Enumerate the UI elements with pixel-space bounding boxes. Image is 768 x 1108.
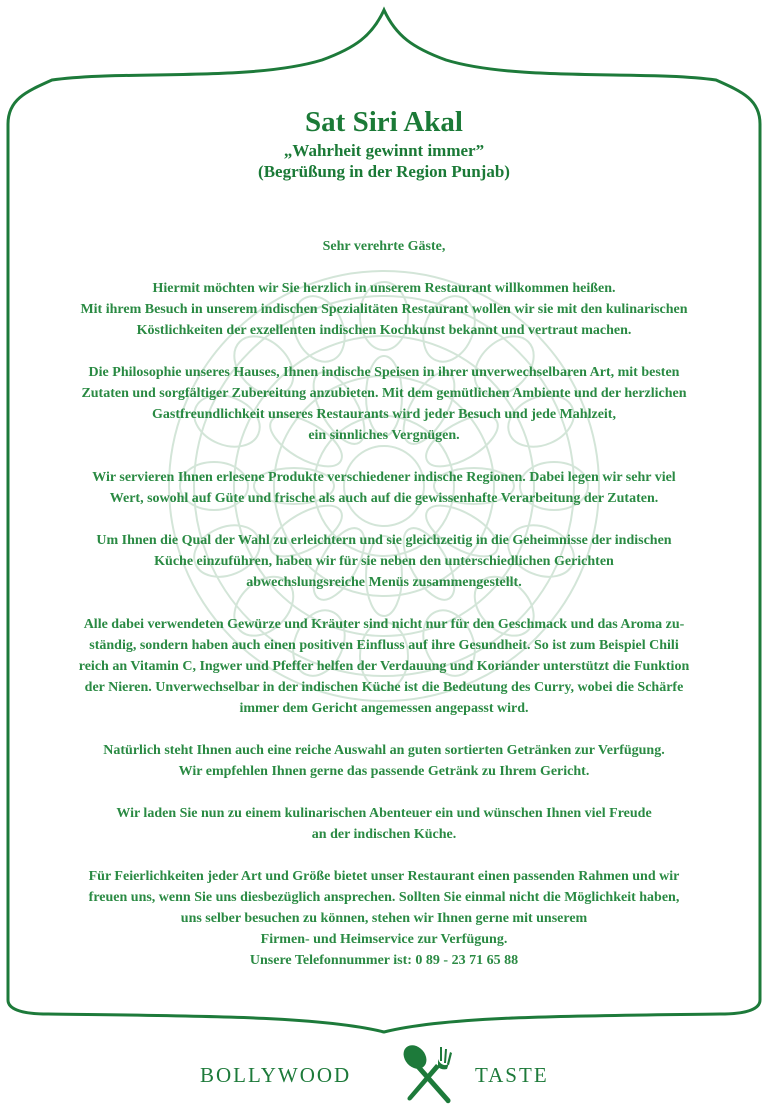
- text-line: abwechslungsreiche Menüs zusammengestellt.: [246, 575, 522, 590]
- text-line: Natürlich steht Ihnen auch eine reiche Auswahl an guten sortierten Getränken zur Verfügung.: [103, 743, 665, 758]
- text-line: Hiermit möchten wir Sie herzlich in unserem Restaurant willkommen heißen.: [152, 281, 616, 296]
- subtitle-note: (Begrüßung in der Region Punjab): [258, 162, 510, 181]
- page-title: Sat Siri Akal: [305, 106, 463, 138]
- text-line: Die Philosophie unseres Hauses, Ihnen indische Speisen in ihrer unverwechselbaren Art, mit besten: [88, 365, 680, 380]
- text-line: Wir laden Sie nun zu einem kulinarischen Abenteuer ein und wünschen Ihnen viel Freude: [116, 806, 652, 821]
- text-line: der Nieren. Unverwechselbar in der indischen Küche ist die Bedeutung des Curry, wobei die Schärfe: [84, 680, 684, 695]
- text-line: Wert, sowohl auf Güte und frische als auch auf die gewissenhafte Verarbeitung der Zutaten.: [109, 491, 659, 506]
- letter-content: [20, 104, 748, 992]
- brand-footer: [0, 1040, 768, 1108]
- text-line: uns selber besuchen zu können, stehen wir Ihnen gerne mit unserem: [180, 911, 588, 926]
- text-line: Firmen- und Heimservice zur Verfügung.: [260, 932, 508, 947]
- text-line: Wir servieren Ihnen erlesene Produkte verschiedener indische Regionen. Dabei legen wir sehr viel: [92, 470, 676, 485]
- brand-name-right: TASTE: [475, 1063, 549, 1087]
- brand-name-left: BOLLYWOOD: [200, 1063, 352, 1087]
- text-line: immer dem Gericht angemessen angepasst wird.: [239, 701, 529, 716]
- paragraph-drinks: [20, 740, 748, 782]
- text-line: reich an Vitamin C, Ingwer und Pfeffer helfen der Verdauung und Koriander unterstützt die Funktion: [78, 659, 690, 674]
- text-line: Gastfreundlichkeit unseres Restaurants wird jeder Besuch und jede Mahlzeit,: [152, 407, 616, 422]
- text-line: Mit ihrem Besuch in unserem indischen Spezialitäten Restaurant wollen wir sie mit den kulinarischen: [80, 302, 688, 317]
- text-line: an der indischen Küche.: [311, 827, 457, 842]
- paragraph-products: [20, 467, 748, 509]
- text-line: freuen uns, wenn Sie uns diesbezüglich ansprechen. Sollten Sie einmal nicht die Möglichkeit haben,: [88, 890, 680, 905]
- paragraph-spices: [20, 614, 748, 719]
- text-line: Für Feierlichkeiten jeder Art und Größe bietet unser Restaurant einen passenden Rahmen und wir: [88, 869, 680, 884]
- paragraph-menus: [20, 530, 748, 593]
- text-line: Wir empfehlen Ihnen gerne das passende Getränk zu Ihrem Gericht.: [178, 764, 590, 779]
- greeting-line: Sehr verehrte Gäste,: [322, 239, 446, 254]
- greeting: [20, 236, 748, 257]
- phone-line: Unsere Telefonnummer ist: 0 89 - 23 71 65 88: [249, 953, 519, 968]
- paragraph-welcome: [20, 278, 748, 341]
- text-line: Zutaten und sorgfältiger Zubereitung anzubieten. Mit dem gemütlichen Ambiente und der herzlichen: [81, 386, 687, 401]
- letter-body: [20, 236, 748, 971]
- paragraph-invitation: [20, 803, 748, 845]
- text-line: Alle dabei verwendeten Gewürze und Kräuter sind nicht nur für den Geschmack und das Aroma zu-: [83, 617, 685, 632]
- text-line: Küche einzuführen, haben wir für sie neben den unterschiedlichen Gerichten: [154, 554, 614, 569]
- text-line: ein sinnliches Vergnügen.: [308, 428, 460, 443]
- text-line: ständig, sondern haben auch einen positiven Einfluss auf ihre Gesundheit. So ist zum Beispiel Chili: [89, 638, 679, 653]
- fork-spoon-icon: [400, 1043, 460, 1105]
- text-line: Um Ihnen die Qual der Wahl zu erleichtern und sie gleichzeitig in die Geheimnisse der indischen: [96, 533, 672, 548]
- text-line: Köstlichkeiten der exzellenten indischen Kochkunst bekannt und vertraut machen.: [136, 323, 632, 338]
- paragraph-events: [20, 866, 748, 971]
- paragraph-philosophy: [20, 362, 748, 446]
- subtitle-motto: „Wahrheit gewinnt immer”: [283, 141, 485, 160]
